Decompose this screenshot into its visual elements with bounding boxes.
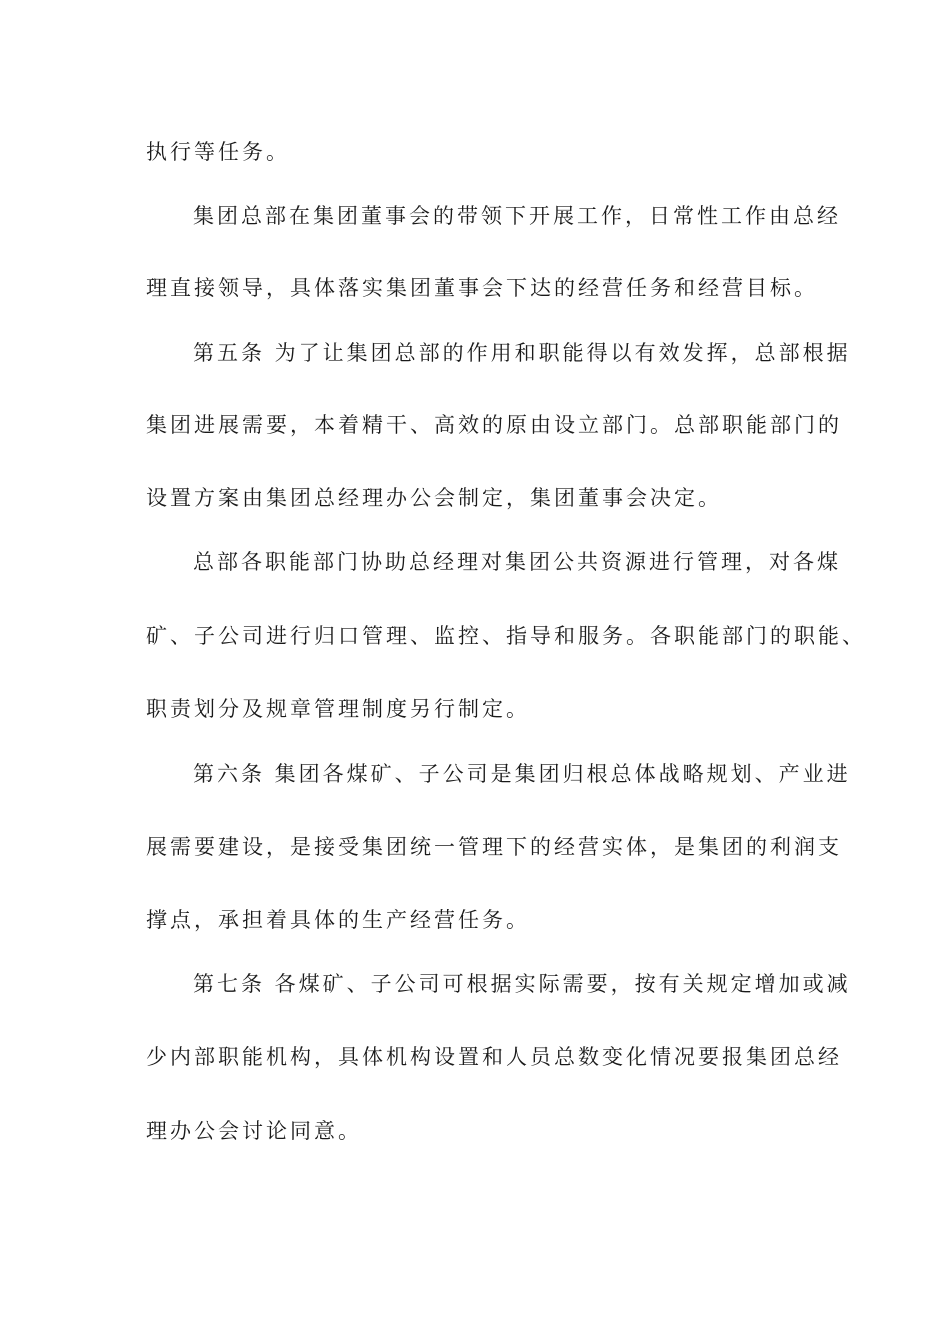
text-line: 理直接领导，具体落实集团董事会下达的经营任务和经营目标。: [146, 276, 818, 300]
text-line: 理办公会讨论同意。: [146, 1119, 362, 1143]
text-line: 集团进展需要，本着精干、高效的原由设立部门。总部职能部门的: [146, 413, 842, 437]
article-5-heading-line: 第五条 为了让集团总部的作用和职能得以有效发挥，总部根据: [193, 341, 851, 365]
text-line: 撑点，承担着具体的生产经营任务。: [146, 908, 530, 932]
article-7-heading-line: 第七条 各煤矿、子公司可根据实际需要，按有关规定增加或减: [193, 972, 851, 996]
paragraph-start-line: 总部各职能部门协助总经理对集团公共资源进行管理，对各煤: [193, 550, 841, 574]
text-line: 展需要建设，是接受集团统一管理下的经营实体，是集团的利润支: [146, 835, 842, 859]
paragraph-start-line: 集团总部在集团董事会的带领下开展工作，日常性工作由总经: [193, 204, 841, 228]
text-line: 少内部职能机构，具体机构设置和人员总数变化情况要报集团总经: [146, 1045, 842, 1069]
text-line: 矿、子公司进行归口管理、监控、指导和服务。各职能部门的职能、: [146, 624, 866, 648]
text-line: 设置方案由集团总经理办公会制定，集团董事会决定。: [146, 486, 722, 510]
text-line: 职责划分及规章管理制度另行制定。: [146, 697, 530, 721]
article-6-heading-line: 第六条 集团各煤矿、子公司是集团归根总体战略规划、产业进: [193, 762, 851, 786]
text-line: 执行等任务。: [146, 140, 290, 164]
